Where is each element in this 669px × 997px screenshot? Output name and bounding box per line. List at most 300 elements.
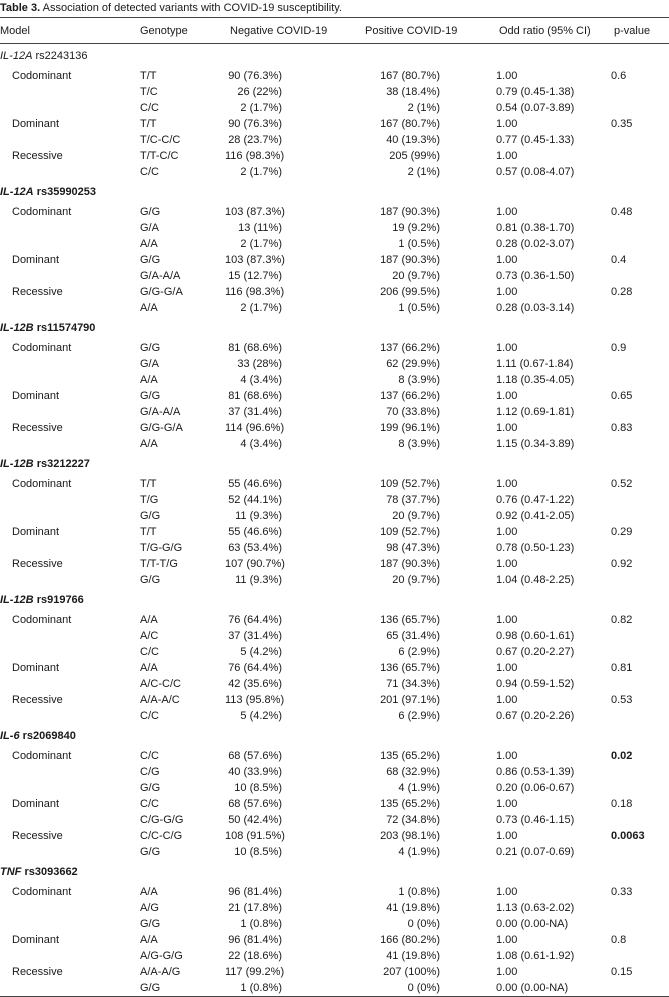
- genotype-cell: A/A: [140, 374, 158, 386]
- positive-cell: 1 (0.5%): [398, 302, 440, 314]
- negative-cell: 90 (76.3%): [228, 118, 282, 130]
- odds-ratio-cell: 1.00: [496, 886, 518, 898]
- odds-ratio-cell: 1.00: [496, 478, 518, 490]
- model-cell: [0, 844, 140, 860]
- table-row: [0, 628, 669, 644]
- odds-ratio-cell: 1.12 (0.69-1.81): [496, 406, 575, 418]
- odds-ratio-cell: 0.00 (0.00-NA): [496, 980, 611, 997]
- negative-cell: 10 (8.5%): [234, 782, 282, 794]
- model-cell: [0, 404, 140, 420]
- p-value-cell: 0.92: [611, 558, 633, 570]
- table-row: [0, 388, 669, 404]
- positive-cell: 20 (9.7%): [392, 510, 440, 522]
- positive-cell: 62 (29.9%): [386, 358, 440, 370]
- positive-cell: 136 (65.7%): [380, 662, 440, 674]
- table-row: [0, 540, 669, 556]
- p-value-cell: 0.0063: [611, 830, 645, 842]
- odds-ratio-cell: 0.79 (0.45-1.38): [496, 86, 575, 98]
- p-value-cell: 0.15: [611, 966, 633, 978]
- association-table: [0, 17, 669, 997]
- model-cell: Dominant: [12, 390, 60, 402]
- model-cell: [0, 356, 140, 372]
- model-cell: Codominant: [12, 206, 72, 218]
- genotype-cell: T/T-T/G: [140, 558, 178, 570]
- positive-cell: 70 (33.8%): [386, 406, 440, 418]
- odds-ratio-cell: 1.04 (0.48-2.25): [496, 574, 575, 586]
- odds-ratio-cell: 1.00: [496, 206, 518, 218]
- model-cell: [0, 900, 140, 916]
- table-row: [0, 572, 669, 588]
- model-cell: Recessive: [12, 286, 63, 298]
- genotype-cell: C/G: [140, 766, 160, 778]
- model-cell: Dominant: [12, 798, 60, 810]
- genotype-cell: T/T: [140, 478, 157, 490]
- model-cell: [0, 644, 140, 660]
- table-row: [0, 476, 669, 492]
- model-cell: [0, 236, 140, 252]
- odds-ratio-cell: 0.76 (0.47-1.22): [496, 494, 575, 506]
- odds-ratio-cell: 1.00: [496, 286, 518, 298]
- genotype-cell: A/A-A/G: [140, 966, 181, 978]
- model-cell: [0, 676, 140, 692]
- table-row: [0, 68, 669, 84]
- genotype-cell: A/A: [140, 662, 158, 674]
- section-title: [0, 316, 669, 340]
- model-cell: [0, 164, 140, 180]
- model-cell: Recessive: [12, 966, 63, 978]
- model-cell: [0, 572, 140, 588]
- p-value-cell: 0.52: [611, 478, 633, 490]
- table-row: [0, 300, 669, 316]
- genotype-cell: A/A: [140, 886, 158, 898]
- odds-ratio-cell: 0.67 (0.20-2.26): [496, 710, 575, 722]
- positive-cell: 187 (90.3%): [380, 558, 440, 570]
- table-row: [0, 796, 669, 812]
- negative-cell: 107 (90.7%): [225, 558, 285, 570]
- negative-cell: 5 (4.2%): [240, 710, 282, 722]
- positive-cell: 207 (100%): [383, 966, 440, 978]
- model-cell: [0, 492, 140, 508]
- negative-cell: 37 (31.4%): [228, 406, 282, 418]
- table-row: [0, 492, 669, 508]
- table-row: [0, 884, 669, 900]
- genotype-cell: A/A: [140, 614, 158, 626]
- positive-cell: 19 (9.2%): [392, 222, 440, 234]
- p-value-cell: [611, 132, 669, 148]
- negative-cell: 2 (1.7%): [240, 302, 282, 314]
- p-value-cell: [611, 508, 669, 524]
- negative-cell: 114 (96.6%): [225, 422, 285, 434]
- header-model: Model: [0, 18, 140, 44]
- model-cell: Dominant: [12, 526, 60, 538]
- table-row: [0, 164, 669, 180]
- p-value-cell: [611, 404, 669, 420]
- model-cell: [0, 980, 140, 997]
- odds-ratio-cell: 1.00: [496, 614, 518, 626]
- p-value-cell: [611, 708, 669, 724]
- section-title: [0, 44, 669, 69]
- positive-cell: 203 (98.1%): [380, 830, 440, 842]
- model-cell: [0, 708, 140, 724]
- genotype-cell: A/A: [140, 934, 158, 946]
- section-title: [0, 860, 669, 884]
- genotype-cell: A/A: [140, 438, 158, 450]
- genotype-cell: A/C: [140, 630, 159, 642]
- model-cell: [0, 436, 140, 452]
- p-value-cell: [611, 812, 669, 828]
- genotype-cell: G/G: [140, 206, 161, 218]
- positive-cell: 20 (9.7%): [392, 574, 440, 586]
- table-row: [0, 844, 669, 860]
- odds-ratio-cell: 0.21 (0.07-0.69): [496, 846, 575, 858]
- table-row: [0, 236, 669, 252]
- model-cell: [0, 268, 140, 284]
- p-value-cell: [611, 372, 669, 388]
- negative-cell: 15 (12.7%): [228, 270, 282, 282]
- table-row: [0, 284, 669, 300]
- model-cell: Dominant: [12, 662, 60, 674]
- snp-id: rs3093662: [24, 866, 78, 878]
- table-row: [0, 644, 669, 660]
- negative-cell: 116 (98.3%): [225, 150, 285, 162]
- table-body: [0, 44, 669, 997]
- p-value-cell: 0.9: [611, 342, 627, 354]
- genotype-cell: A/C-C/C: [140, 678, 181, 690]
- snp-id: rs2069840: [22, 730, 76, 742]
- model-cell: [0, 84, 140, 100]
- negative-cell: 103 (87.3%): [225, 206, 285, 218]
- table-row: [0, 676, 669, 692]
- odds-ratio-cell: 1.00: [496, 966, 518, 978]
- model-cell: [0, 300, 140, 316]
- negative-cell: 26 (22%): [237, 86, 282, 98]
- odds-ratio-cell: 1.13 (0.63-2.02): [496, 902, 575, 914]
- positive-cell: 78 (37.7%): [386, 494, 440, 506]
- p-value-cell: [611, 764, 669, 780]
- gene-name: IL-12A: [0, 186, 34, 198]
- positive-cell: 6 (2.9%): [398, 710, 440, 722]
- p-value-cell: [611, 164, 669, 180]
- table-row: [0, 420, 669, 436]
- odds-ratio-cell: 1.18 (0.35-4.05): [496, 374, 575, 386]
- positive-cell: 0 (0%): [407, 918, 440, 930]
- table-row: [0, 508, 669, 524]
- negative-cell: 2 (1.7%): [240, 166, 282, 178]
- odds-ratio-cell: 1.00: [496, 750, 518, 762]
- table-row: [0, 764, 669, 780]
- p-value-cell: 0.53: [611, 694, 633, 706]
- genotype-cell: G/G: [140, 510, 161, 522]
- odds-ratio-cell: 1.00: [496, 798, 518, 810]
- odds-ratio-cell: 0.28 (0.03-3.14): [496, 302, 575, 314]
- table-row: [0, 404, 669, 420]
- odds-ratio-cell: 1.00: [496, 662, 518, 674]
- genotype-cell: A/G: [140, 902, 159, 914]
- negative-cell: 113 (95.8%): [225, 694, 285, 706]
- p-value-cell: [611, 644, 669, 660]
- table-row: [0, 692, 669, 708]
- section-header-row: [0, 860, 669, 884]
- positive-cell: 6 (2.9%): [398, 646, 440, 658]
- positive-cell: 4 (1.9%): [398, 782, 440, 794]
- model-cell: Codominant: [12, 478, 72, 490]
- odds-ratio-cell: 0.81 (0.38-1.70): [496, 222, 575, 234]
- positive-cell: 137 (66.2%): [380, 390, 440, 402]
- table-row: [0, 780, 669, 796]
- negative-cell: 103 (87.3%): [225, 254, 285, 266]
- table-row: [0, 612, 669, 628]
- p-value-cell: [611, 900, 669, 916]
- table-title: Association of detected variants with COVID-19 susceptibility.: [42, 2, 342, 14]
- p-value-cell: [611, 436, 669, 452]
- genotype-cell: T/G-G/G: [140, 542, 183, 554]
- genotype-cell: T/T: [140, 70, 157, 82]
- model-cell: [0, 628, 140, 644]
- genotype-cell: C/G-G/G: [140, 814, 184, 826]
- p-value-cell: 0.8: [611, 934, 627, 946]
- model-cell: [0, 916, 140, 932]
- odds-ratio-cell: 1.00: [496, 694, 518, 706]
- negative-cell: 42 (35.6%): [228, 678, 282, 690]
- p-value-cell: [611, 948, 669, 964]
- header-genotype: Genotype: [140, 18, 225, 44]
- model-cell: [0, 372, 140, 388]
- table-row: [0, 812, 669, 828]
- odds-ratio-cell: 0.77 (0.45-1.33): [496, 134, 575, 146]
- negative-cell: 96 (81.4%): [228, 934, 282, 946]
- model-cell: Dominant: [12, 118, 60, 130]
- model-cell: [0, 540, 140, 556]
- table-row: [0, 372, 669, 388]
- odds-ratio-cell: 0.73 (0.46-1.15): [496, 814, 575, 826]
- positive-cell: 199 (96.1%): [380, 422, 440, 434]
- p-value-cell: 0.81: [611, 662, 633, 674]
- p-value-cell: 0.4: [611, 254, 627, 266]
- p-value-cell: 0.83: [611, 422, 633, 434]
- negative-cell: 96 (81.4%): [228, 886, 282, 898]
- genotype-cell: C/C: [140, 166, 159, 178]
- negative-cell: 1 (0.8%): [225, 980, 362, 997]
- gene-name: IL-12B: [0, 322, 34, 334]
- genotype-cell: G/G: [140, 390, 161, 402]
- odds-ratio-cell: 0.00 (0.00-NA): [496, 918, 569, 930]
- model-cell: Codominant: [12, 342, 72, 354]
- genotype-cell: G/G: [140, 782, 161, 794]
- negative-cell: 68 (57.6%): [228, 798, 282, 810]
- snp-id: rs11574790: [36, 322, 96, 334]
- p-value-cell: [611, 220, 669, 236]
- p-value-cell: 0.6: [611, 70, 627, 82]
- p-value-cell: 0.35: [611, 118, 633, 130]
- odds-ratio-cell: 0.57 (0.08-4.07): [496, 166, 575, 178]
- section-header-row: [0, 724, 669, 748]
- negative-cell: 33 (28%): [237, 358, 282, 370]
- table-caption: [0, 2, 342, 14]
- negative-cell: 22 (18.6%): [228, 950, 282, 962]
- negative-cell: 13 (11%): [238, 222, 282, 234]
- p-value-cell: [611, 628, 669, 644]
- positive-cell: 135 (65.2%): [380, 750, 440, 762]
- model-cell: [0, 780, 140, 796]
- negative-cell: 4 (3.4%): [240, 374, 282, 386]
- section-header-row: [0, 180, 669, 204]
- p-value-cell: [611, 236, 669, 252]
- negative-cell: 68 (57.6%): [228, 750, 282, 762]
- negative-cell: 90 (76.3%): [228, 70, 282, 82]
- p-value-cell: [611, 84, 669, 100]
- odds-ratio-cell: 1.00: [496, 830, 518, 842]
- model-cell: [0, 508, 140, 524]
- table-row: [0, 220, 669, 236]
- genotype-cell: G/G: [140, 254, 161, 266]
- table-row: [0, 932, 669, 948]
- gene-name: IL-12B: [0, 458, 34, 470]
- odds-ratio-cell: 1.00: [496, 526, 518, 538]
- model-cell: Codominant: [12, 70, 72, 82]
- model-cell: Dominant: [12, 254, 60, 266]
- odds-ratio-cell: 1.11 (0.67-1.84): [496, 358, 574, 370]
- genotype-cell: A/A: [140, 302, 158, 314]
- odds-ratio-cell: 0.78 (0.50-1.23): [496, 542, 575, 554]
- negative-cell: 40 (33.9%): [228, 766, 282, 778]
- negative-cell: 55 (46.6%): [228, 526, 282, 538]
- positive-cell: 4 (1.9%): [398, 846, 440, 858]
- p-value-cell: [611, 100, 669, 116]
- negative-cell: 81 (68.6%): [228, 390, 282, 402]
- model-cell: [0, 100, 140, 116]
- genotype-cell: G/G-G/A: [140, 286, 183, 298]
- p-value-cell: [611, 844, 669, 860]
- genotype-cell: G/G: [140, 574, 161, 586]
- section-title: [0, 180, 669, 204]
- negative-cell: 2 (1.7%): [240, 102, 282, 114]
- genotype-cell: G/A: [140, 222, 159, 234]
- negative-cell: 81 (68.6%): [228, 342, 282, 354]
- model-cell: Recessive: [12, 830, 63, 842]
- model-cell: Dominant: [12, 934, 60, 946]
- positive-cell: 98 (47.3%): [386, 542, 440, 554]
- genotype-cell: G/G-G/A: [140, 422, 183, 434]
- positive-cell: 136 (65.7%): [380, 614, 440, 626]
- p-value-cell: [611, 676, 669, 692]
- genotype-cell: T/G: [140, 494, 159, 506]
- genotype-cell: A/A-A/C: [140, 694, 180, 706]
- odds-ratio-cell: 0.67 (0.20-2.27): [496, 646, 575, 658]
- section-header-row: [0, 44, 669, 69]
- table-row: [0, 148, 669, 164]
- model-cell: Recessive: [12, 558, 63, 570]
- genotype-cell: G/A: [140, 358, 159, 370]
- table-row: [0, 116, 669, 132]
- p-value-cell: [611, 572, 669, 588]
- table-row: [0, 84, 669, 100]
- odds-ratio-cell: 0.73 (0.36-1.50): [496, 270, 575, 282]
- table-row: [0, 748, 669, 764]
- positive-cell: 206 (99.5%): [380, 286, 440, 298]
- gene-name: IL-6: [0, 730, 20, 742]
- genotype-cell: G/G: [140, 342, 161, 354]
- positive-cell: 137 (66.2%): [380, 342, 440, 354]
- negative-cell: 52 (44.1%): [228, 494, 282, 506]
- genotype-cell: T/T-C/C: [140, 150, 179, 162]
- genotype-cell: G/G: [140, 918, 161, 930]
- p-value-cell: [611, 356, 669, 372]
- odds-ratio-cell: 1.00: [496, 342, 518, 354]
- odds-ratio-cell: 0.20 (0.06-0.67): [496, 782, 575, 794]
- negative-cell: 11 (9.3%): [235, 510, 282, 522]
- model-cell: [0, 220, 140, 236]
- odds-ratio-cell: 1.00: [496, 390, 518, 402]
- positive-cell: 167 (80.7%): [380, 118, 440, 130]
- p-value-cell: 0.65: [611, 390, 633, 402]
- section-header-row: [0, 316, 669, 340]
- p-value-cell: [611, 148, 669, 164]
- genotype-cell: T/T: [140, 526, 157, 538]
- p-value-cell: 0.18: [611, 798, 633, 810]
- positive-cell: 167 (80.7%): [380, 70, 440, 82]
- p-value-cell: [611, 268, 669, 284]
- table-row: [0, 252, 669, 268]
- odds-ratio-cell: 0.54 (0.07-3.89): [496, 102, 575, 114]
- positive-cell: 2 (1%): [407, 102, 440, 114]
- negative-cell: 76 (64.4%): [228, 614, 282, 626]
- positive-cell: 8 (3.9%): [398, 438, 440, 450]
- odds-ratio-cell: 1.08 (0.61-1.92): [496, 950, 575, 962]
- p-value-cell: [611, 540, 669, 556]
- section-header-row: [0, 588, 669, 612]
- p-value-cell: [611, 492, 669, 508]
- table-row: [0, 916, 669, 932]
- positive-cell: 187 (90.3%): [380, 206, 440, 218]
- positive-cell: 201 (97.1%): [380, 694, 440, 706]
- negative-cell: 76 (64.4%): [228, 662, 282, 674]
- positive-cell: 187 (90.3%): [380, 254, 440, 266]
- table-row: [0, 964, 669, 980]
- positive-cell: 0 (0%): [362, 980, 496, 997]
- positive-cell: 72 (34.8%): [386, 814, 440, 826]
- table-row: [0, 204, 669, 220]
- negative-cell: 21 (17.8%): [228, 902, 282, 914]
- p-value-cell: 0.48: [611, 206, 633, 218]
- header-row: [0, 18, 669, 44]
- odds-ratio-cell: 1.00: [496, 934, 518, 946]
- snp-id: rs919766: [36, 594, 84, 606]
- p-value-cell: [611, 300, 669, 316]
- negative-cell: 4 (3.4%): [240, 438, 282, 450]
- model-cell: Codominant: [12, 614, 72, 626]
- genotype-cell: C/C: [140, 710, 159, 722]
- genotype-cell: G/G: [140, 980, 225, 997]
- table-label: Table 3.: [0, 2, 41, 14]
- odds-ratio-cell: 1.00: [496, 70, 518, 82]
- positive-cell: 135 (65.2%): [380, 798, 440, 810]
- positive-cell: 41 (19.8%): [386, 950, 440, 962]
- negative-cell: 1 (0.8%): [240, 918, 282, 930]
- genotype-cell: A/A: [140, 238, 158, 250]
- negative-cell: 55 (46.6%): [228, 478, 282, 490]
- model-cell: Recessive: [12, 422, 63, 434]
- negative-cell: 50 (42.4%): [228, 814, 282, 826]
- model-cell: Recessive: [12, 150, 63, 162]
- negative-cell: 108 (91.5%): [225, 830, 285, 842]
- gene-name: IL-12A: [0, 50, 33, 62]
- section-header-row: [0, 452, 669, 476]
- positive-cell: 8 (3.9%): [398, 374, 440, 386]
- positive-cell: 71 (34.3%): [386, 678, 440, 690]
- positive-cell: 41 (19.8%): [386, 902, 440, 914]
- header-p-value: p-value: [611, 18, 669, 44]
- table-row: [0, 100, 669, 116]
